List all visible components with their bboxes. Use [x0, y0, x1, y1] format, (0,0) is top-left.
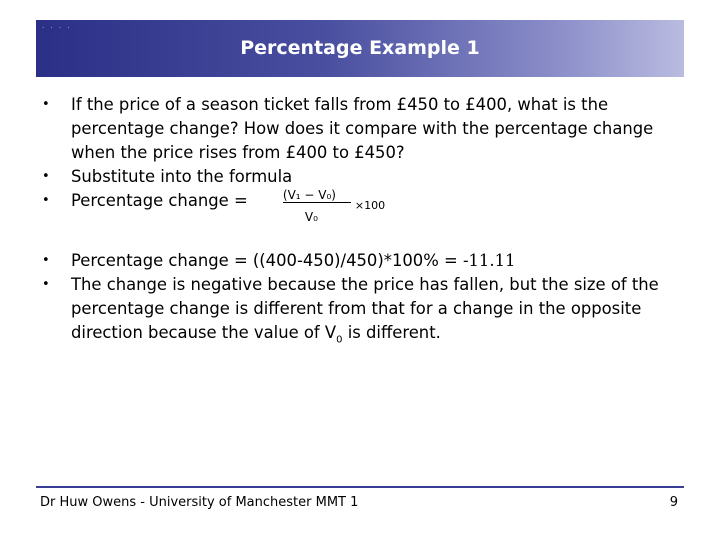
bullet-question-text: If the price of a season ticket falls from £450 to £400, what is the percentage change? How does it compare with the percentage change when the price rises from £400 to £450?	[71, 95, 654, 162]
bullet-marker: •	[42, 253, 50, 268]
bullet-explanation-subscript: 0	[336, 334, 343, 346]
bullet-marker: •	[42, 193, 50, 208]
bullet-list	[42, 93, 692, 352]
bullet-calculation-result: -11.11	[462, 251, 516, 270]
slide-title: Percentage Example 1	[240, 37, 480, 59]
bullet-formula-label: Percentage change =	[71, 191, 248, 210]
footer-rule	[36, 486, 684, 488]
percentage-formula	[283, 183, 393, 225]
spacer	[42, 225, 692, 249]
bullet-marker: •	[42, 277, 50, 292]
bullet-explanation	[42, 273, 692, 352]
bullet-calculation-text: Percentage change = ((400-450)/450)*100% =	[71, 251, 463, 270]
formula-numerator: (V₁ − V₀)	[282, 188, 336, 202]
bullet-substitute-text: Substitute into the formula	[71, 167, 293, 186]
formula-denominator: V₀	[304, 210, 318, 224]
bullet-question	[42, 93, 692, 165]
bullet-formula	[42, 189, 692, 225]
bullet-marker: •	[42, 97, 50, 112]
decorative-dots: . . . .	[42, 22, 72, 30]
footer-text: Dr Huw Owens - University of Manchester MMT 1	[40, 495, 359, 510]
bullet-explanation-text-end: is different.	[342, 323, 441, 342]
title-bar	[36, 20, 684, 77]
page-number: 9	[669, 495, 678, 510]
bullet-marker: •	[42, 169, 50, 184]
formula-multiplier: ×100	[354, 199, 386, 212]
bullet-explanation-text: The change is negative because the price has fallen, but the size of the percentage change is different from that for a change in the opposite direction because the value of V	[71, 275, 659, 342]
bullet-calculation	[42, 249, 692, 273]
formula-fraction-bar	[283, 202, 351, 203]
